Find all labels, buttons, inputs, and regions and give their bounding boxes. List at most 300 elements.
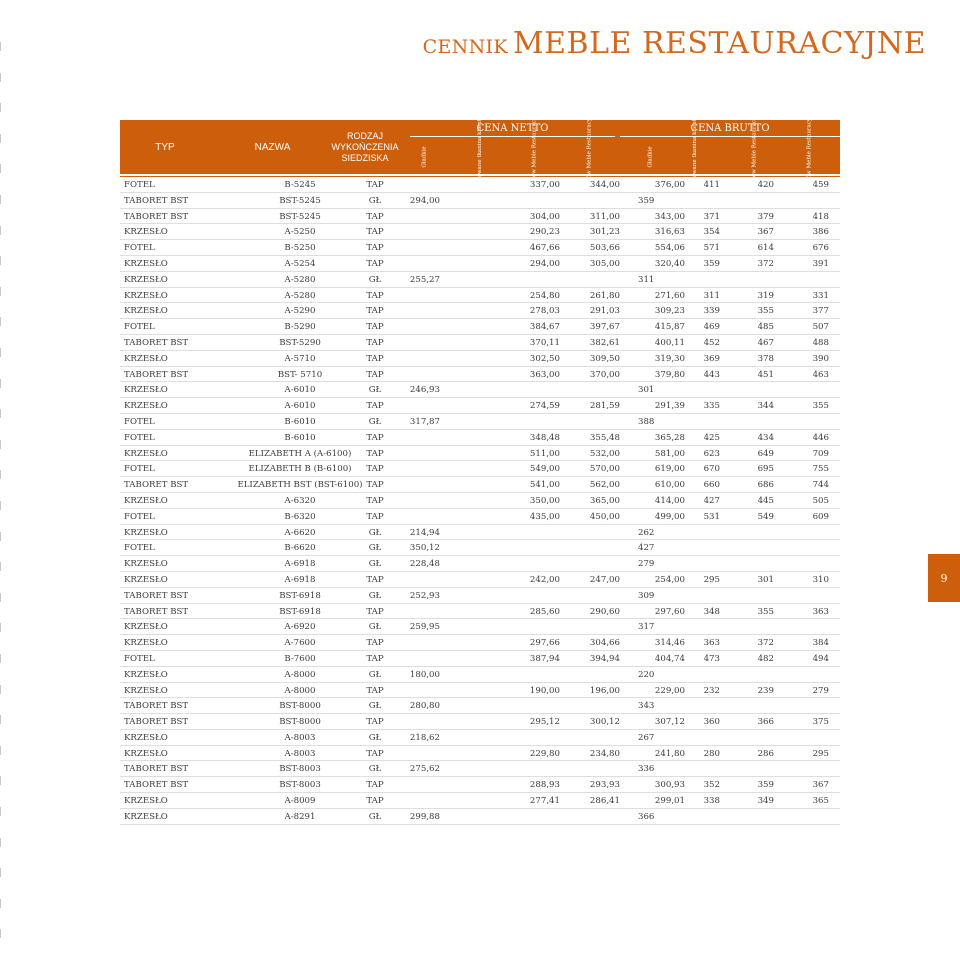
cell-n3: 382,61 — [589, 337, 620, 348]
cell-n2: 304,00 — [529, 211, 560, 222]
cell-n4: 314,46 — [654, 638, 685, 649]
cell-typ: TABORET BST — [124, 369, 189, 380]
cell-nazwa: A-5250 — [284, 227, 316, 238]
cell-b3: 482 — [757, 653, 774, 664]
cell-b4: 505 — [812, 495, 829, 506]
cell-nazwa: A-8000 — [284, 685, 316, 696]
cell-n2: 297,66 — [529, 638, 560, 649]
cell-n1: 228,48 — [409, 559, 440, 570]
cell-n4: 300,93 — [654, 780, 685, 791]
table-row — [120, 809, 840, 825]
cell-n2: 337,00 — [529, 180, 560, 190]
cell-rodzaj: GŁ — [368, 622, 382, 633]
cell-b4: 367 — [812, 780, 829, 791]
cell-b1: 359 — [638, 195, 655, 206]
cell-n3: 355,48 — [589, 432, 620, 443]
cell-n3: 344,00 — [589, 180, 620, 190]
cell-nazwa: ELIZABETH B (B-6100) — [248, 464, 352, 475]
cell-nazwa: BST- 5710 — [277, 369, 323, 380]
cell-typ: KRZESŁO — [124, 622, 168, 633]
cell-n3: 286,41 — [589, 796, 620, 807]
cell-b1: 311 — [638, 274, 655, 285]
cell-b4: 390 — [812, 353, 829, 364]
cell-n2: 285,60 — [529, 606, 560, 617]
cell-nazwa: B-6320 — [284, 511, 316, 522]
table-row — [120, 177, 840, 193]
cell-n3: 370,00 — [589, 369, 620, 380]
table-row — [120, 319, 840, 335]
cell-n4: 379,80 — [654, 369, 685, 380]
cell-b3: 686 — [757, 480, 774, 491]
cell-b3: 301 — [757, 574, 774, 585]
table-row — [120, 477, 840, 493]
cell-typ: TABORET BST — [124, 211, 189, 222]
crop-mark — [0, 226, 1, 235]
cell-rodzaj: TAP — [366, 606, 384, 617]
cell-b4: 384 — [812, 638, 829, 649]
cell-n4: 415,87 — [654, 322, 685, 333]
cell-n4: 404,74 — [654, 653, 685, 664]
cell-rodzaj: GŁ — [368, 527, 382, 538]
cell-b2: 348 — [703, 606, 720, 617]
table-row — [120, 651, 840, 667]
cell-b2: 411 — [703, 180, 720, 190]
cell-typ: FOTEL — [124, 511, 155, 522]
table-row — [120, 351, 840, 367]
cell-typ: TABORET BST — [124, 764, 189, 775]
cell-rodzaj: GŁ — [368, 811, 382, 822]
cell-rodzaj: TAP — [366, 780, 384, 791]
cell-nazwa: A-6918 — [284, 574, 316, 585]
cell-n2: 363,00 — [529, 369, 560, 380]
cell-n2: 370,11 — [529, 337, 560, 348]
crop-mark — [0, 317, 1, 326]
crop-mark — [0, 929, 1, 938]
cell-n2: 350,00 — [529, 495, 560, 506]
cell-typ: TABORET BST — [124, 717, 189, 728]
column-header-nazwa: NAZWA — [254, 142, 291, 153]
cell-b2: 371 — [703, 211, 720, 222]
cell-b1: 343 — [638, 701, 655, 712]
cell-n4: 229,00 — [654, 685, 685, 696]
cell-n1: 350,12 — [409, 543, 440, 554]
cell-rodzaj: TAP — [366, 717, 384, 728]
cell-nazwa: BST-6918 — [279, 590, 321, 601]
cell-typ: KRZESŁO — [124, 811, 168, 822]
cell-b2: 427 — [703, 495, 720, 506]
page-title — [0, 26, 926, 68]
cell-typ: KRZESŁO — [124, 559, 168, 570]
table-row — [120, 430, 840, 446]
cell-b4: 463 — [812, 369, 829, 380]
cell-n3: 394,94 — [589, 653, 620, 664]
cell-n1: 317,87 — [409, 416, 440, 427]
cell-b3: 355 — [757, 306, 774, 317]
cell-typ: TABORET BST — [124, 590, 189, 601]
table-row — [120, 572, 840, 588]
cell-rodzaj: TAP — [366, 796, 384, 807]
cell-n1: 246,93 — [409, 385, 440, 396]
crop-mark — [0, 654, 1, 663]
cell-n2: 290,23 — [529, 227, 560, 238]
cell-rodzaj: TAP — [366, 180, 384, 190]
cell-b2: 338 — [703, 796, 720, 807]
cell-nazwa: A-6320 — [284, 495, 316, 506]
cell-nazwa: B-7600 — [284, 653, 316, 664]
crop-mark — [0, 348, 1, 357]
table-row — [120, 793, 840, 809]
cell-n2: 435,00 — [529, 511, 560, 522]
crop-mark — [0, 134, 1, 143]
table-row — [120, 398, 840, 414]
cell-n2: 467,66 — [529, 243, 560, 254]
cell-typ: FOTEL — [124, 416, 155, 427]
cell-b4: 363 — [812, 606, 829, 617]
cell-n4: 241,80 — [654, 748, 685, 759]
cell-b4: 295 — [812, 748, 829, 759]
cell-b2: 363 — [703, 638, 720, 649]
cell-nazwa: A-6620 — [284, 527, 316, 538]
column-header-netto-4-label: Tapicerowane ofertą kolorów Meble Restauracyjne II grupa cenowa — [587, 62, 593, 252]
cell-n4: 254,00 — [654, 574, 685, 585]
cell-nazwa: A-6920 — [284, 622, 316, 633]
crop-mark — [0, 470, 1, 479]
cell-b4: 331 — [812, 290, 829, 301]
cell-nazwa: ELIZABETH A (A-6100) — [248, 448, 352, 459]
crop-mark — [0, 73, 1, 82]
cell-n4: 376,00 — [654, 180, 685, 190]
cell-typ: KRZESŁO — [124, 306, 168, 317]
cell-b4: 507 — [812, 322, 829, 333]
table-row — [120, 224, 840, 240]
cell-rodzaj: TAP — [366, 495, 384, 506]
cell-b2: 352 — [703, 780, 720, 791]
cell-nazwa: ELIZABETH BST (BST-6100) — [237, 480, 363, 491]
cell-nazwa: A-8009 — [284, 796, 316, 807]
cell-b4: 279 — [812, 685, 829, 696]
table-row — [120, 635, 840, 651]
table-row — [120, 288, 840, 304]
cell-n1: 259,95 — [409, 622, 440, 633]
cell-n3: 291,03 — [589, 306, 620, 317]
cell-typ: FOTEL — [124, 243, 155, 254]
table-row — [120, 335, 840, 351]
cell-n2: 277,41 — [529, 796, 560, 807]
cell-n4: 365,28 — [654, 432, 685, 443]
cell-n2: 274,59 — [529, 401, 560, 412]
cell-nazwa: BST-5290 — [279, 337, 321, 348]
cell-rodzaj: TAP — [366, 748, 384, 759]
cell-typ: KRZESŁO — [124, 401, 168, 412]
cell-nazwa: BST-6918 — [279, 606, 321, 617]
cell-nazwa: A-5290 — [284, 306, 316, 317]
cell-rodzaj: TAP — [366, 258, 384, 269]
table-row — [120, 446, 840, 462]
table-row — [120, 256, 840, 272]
cell-nazwa: B-5250 — [284, 243, 316, 254]
cell-b3: 378 — [757, 353, 774, 364]
cell-n2: 294,00 — [529, 258, 560, 269]
cell-n3: 301,23 — [589, 227, 620, 238]
cell-b2: 354 — [703, 227, 720, 238]
cell-b1: 388 — [638, 416, 655, 427]
cell-b3: 485 — [757, 322, 774, 333]
column-header-netto-3-label: Tapicerowane ofertą kolorów Meble Restauracyjne I grupa cenowa — [532, 63, 539, 251]
cell-typ: KRZESŁO — [124, 527, 168, 538]
cell-b3: 445 — [757, 495, 774, 506]
cell-rodzaj: GŁ — [368, 274, 382, 285]
cell-rodzaj: TAP — [366, 290, 384, 301]
cell-nazwa: A-5254 — [284, 258, 316, 269]
cell-b2: 623 — [703, 448, 720, 459]
cell-typ: TABORET BST — [124, 701, 189, 712]
crop-mark — [0, 256, 1, 265]
cell-typ: FOTEL — [124, 432, 155, 443]
cell-typ: KRZESŁO — [124, 227, 168, 238]
cell-b2: 469 — [703, 322, 720, 333]
cell-n2: 229,80 — [529, 748, 560, 759]
cell-rodzaj: GŁ — [368, 195, 382, 206]
crop-mark — [0, 379, 1, 388]
cell-typ: KRZESŁO — [124, 258, 168, 269]
cell-n2: 511,00 — [529, 448, 560, 459]
cell-b1: 336 — [638, 764, 655, 775]
cell-n4: 610,00 — [654, 480, 685, 491]
table-row — [120, 683, 840, 699]
cell-n3: 365,00 — [589, 495, 620, 506]
cell-n2: 348,48 — [529, 432, 560, 443]
cell-n2: 541,00 — [529, 480, 560, 491]
cell-nazwa: A-8003 — [284, 748, 316, 759]
cell-rodzaj: TAP — [366, 638, 384, 649]
table-row — [120, 461, 840, 477]
cell-nazwa: A-8003 — [284, 732, 316, 743]
cell-typ: KRZESŁO — [124, 290, 168, 301]
cell-b4: 310 — [812, 574, 829, 585]
column-group-brutto: CENA BRUTTO — [690, 123, 770, 134]
column-header-netto-2 — [465, 115, 495, 199]
cell-b2: 670 — [703, 464, 720, 475]
cell-b4: 365 — [812, 796, 829, 807]
cell-b4: 418 — [812, 211, 829, 222]
cell-nazwa: A-5710 — [284, 353, 316, 364]
crop-mark — [0, 532, 1, 541]
cell-typ: KRZESŁO — [124, 732, 168, 743]
cell-n1: 218,62 — [409, 732, 440, 743]
cell-n3: 247,00 — [589, 574, 620, 585]
cell-n3: 281,59 — [589, 401, 620, 412]
cell-n2: 549,00 — [529, 464, 560, 475]
crop-mark — [0, 838, 1, 847]
table-row — [120, 525, 840, 541]
cell-typ: KRZESŁO — [124, 748, 168, 759]
cell-rodzaj: GŁ — [368, 543, 382, 554]
cell-b3: 355 — [757, 606, 774, 617]
cell-rodzaj: TAP — [366, 480, 384, 491]
cell-b3: 286 — [757, 748, 774, 759]
price-table-body — [120, 177, 840, 825]
cell-b2: 360 — [703, 717, 720, 728]
column-header-brutto-2-label: Tapicerowane tkanina klienta — [692, 115, 699, 199]
cell-rodzaj: GŁ — [368, 416, 382, 427]
cell-n3: 532,00 — [589, 448, 620, 459]
cell-n2: 288,93 — [529, 780, 560, 791]
table-row — [120, 761, 840, 777]
cell-n4: 320,40 — [654, 258, 685, 269]
crop-mark — [0, 501, 1, 510]
cell-b2: 280 — [703, 748, 720, 759]
cell-typ: FOTEL — [124, 180, 155, 190]
cell-n4: 316,63 — [654, 227, 685, 238]
cell-b3: 649 — [757, 448, 774, 459]
cell-b4: 355 — [812, 401, 829, 412]
cell-nazwa: A-8291 — [284, 811, 316, 822]
cell-n4: 307,12 — [654, 717, 685, 728]
cell-n1: 280,80 — [409, 701, 440, 712]
cell-b2: 369 — [703, 353, 720, 364]
cell-rodzaj: TAP — [366, 369, 384, 380]
cell-n4: 554,06 — [654, 243, 685, 254]
cell-n4: 619,00 — [654, 464, 685, 475]
cell-b2: 232 — [703, 685, 720, 696]
cell-b4: 494 — [812, 653, 829, 664]
column-header-brutto-1 — [636, 140, 666, 174]
cell-rodzaj: GŁ — [368, 559, 382, 570]
cell-n4: 400,11 — [654, 337, 685, 348]
cell-rodzaj: TAP — [366, 243, 384, 254]
cell-rodzaj: TAP — [366, 227, 384, 238]
table-row — [120, 303, 840, 319]
cell-n3: 293,93 — [589, 780, 620, 791]
cell-nazwa: B-6010 — [284, 432, 316, 443]
table-row — [120, 193, 840, 209]
cell-nazwa: B-5290 — [284, 322, 316, 333]
table-row — [120, 540, 840, 556]
crop-mark — [0, 409, 1, 418]
cell-rodzaj: GŁ — [368, 701, 382, 712]
cell-b1: 220 — [638, 669, 655, 680]
cell-b4: 676 — [812, 243, 829, 254]
cell-typ: KRZESŁO — [124, 274, 168, 285]
cell-n3: 570,00 — [589, 464, 620, 475]
cell-typ: KRZESŁO — [124, 796, 168, 807]
cell-n1: 275,62 — [409, 764, 440, 775]
crop-marks — [0, 0, 10, 960]
cell-rodzaj: GŁ — [368, 669, 382, 680]
page-title-main: MEBLE RESTAURACYJNE — [512, 26, 926, 61]
column-header-rodzaj: RODZAJ WYKOŃCZENIA SIEDZISKA — [331, 131, 399, 163]
cell-n3: 562,00 — [589, 480, 620, 491]
cell-rodzaj: TAP — [366, 685, 384, 696]
page-number: 9 — [940, 571, 948, 585]
cell-n3: 261,80 — [589, 290, 620, 301]
column-header-typ: TYP — [155, 142, 175, 153]
cell-nazwa: BST-8000 — [279, 701, 321, 712]
cell-n4: 297,60 — [654, 606, 685, 617]
cell-rodzaj: GŁ — [368, 385, 382, 396]
crop-mark — [0, 287, 1, 296]
cell-typ: KRZESŁO — [124, 669, 168, 680]
cell-typ: KRZESŁO — [124, 385, 168, 396]
cell-typ: TABORET BST — [124, 195, 189, 206]
cell-n1: 180,00 — [409, 669, 440, 680]
cell-b3: 366 — [757, 717, 774, 728]
cell-rodzaj: GŁ — [368, 764, 382, 775]
table-row — [120, 746, 840, 762]
cell-b3: 372 — [757, 258, 774, 269]
cell-b3: 549 — [757, 511, 774, 522]
cell-typ: TABORET BST — [124, 337, 189, 348]
cell-b3: 379 — [757, 211, 774, 222]
cell-n1: 299,88 — [409, 811, 440, 822]
cell-n3: 234,80 — [589, 748, 620, 759]
cell-b2: 295 — [703, 574, 720, 585]
table-row — [120, 604, 840, 620]
cell-typ: KRZESŁO — [124, 353, 168, 364]
column-header-netto-1-label: Gładkie — [421, 146, 428, 168]
cell-b2: 335 — [703, 401, 720, 412]
table-row — [120, 240, 840, 256]
cell-nazwa: B-6620 — [284, 543, 316, 554]
cell-n4: 309,23 — [654, 306, 685, 317]
cell-b3: 319 — [757, 290, 774, 301]
cell-n3: 309,50 — [589, 353, 620, 364]
cell-typ: KRZESŁO — [124, 448, 168, 459]
cell-nazwa: A-7600 — [284, 638, 316, 649]
column-header-brutto-1-label: Gładkie — [647, 146, 654, 168]
cell-b3: 367 — [757, 227, 774, 238]
cell-b1: 427 — [638, 543, 655, 554]
cell-nazwa: A-5280 — [284, 290, 316, 301]
cell-typ: FOTEL — [124, 543, 155, 554]
cell-rodzaj: TAP — [366, 401, 384, 412]
cell-b3: 344 — [757, 401, 774, 412]
cell-n2: 242,00 — [529, 574, 560, 585]
cell-n2: 278,03 — [529, 306, 560, 317]
cell-b1: 317 — [638, 622, 655, 633]
cell-b4: 377 — [812, 306, 829, 317]
crop-mark — [0, 103, 1, 112]
cell-rodzaj: TAP — [366, 653, 384, 664]
cell-b4: 459 — [812, 180, 829, 190]
cell-n4: 414,00 — [654, 495, 685, 506]
cell-n1: 214,94 — [409, 527, 440, 538]
cell-rodzaj: TAP — [366, 448, 384, 459]
cell-rodzaj: TAP — [366, 322, 384, 333]
table-row — [120, 414, 840, 430]
table-row — [120, 556, 840, 572]
crop-mark — [0, 440, 1, 449]
cell-nazwa: A-6918 — [284, 559, 316, 570]
cell-b4: 391 — [812, 258, 829, 269]
cell-typ: KRZESŁO — [124, 495, 168, 506]
cell-typ: TABORET BST — [124, 606, 189, 617]
cell-nazwa: A-5280 — [284, 274, 316, 285]
cell-typ: KRZESŁO — [124, 638, 168, 649]
cell-n2: 384,67 — [529, 322, 560, 333]
cell-n1: 294,00 — [409, 195, 440, 206]
cell-rodzaj: TAP — [366, 464, 384, 475]
cell-rodzaj: TAP — [366, 306, 384, 317]
cell-n3: 397,67 — [589, 322, 620, 333]
cell-rodzaj: GŁ — [368, 590, 382, 601]
column-header-netto-1 — [410, 140, 440, 174]
table-row — [120, 272, 840, 288]
cell-n3: 450,00 — [589, 511, 620, 522]
cell-n2: 190,00 — [529, 685, 560, 696]
cell-nazwa: A-6010 — [284, 401, 316, 412]
crop-mark — [0, 195, 1, 204]
